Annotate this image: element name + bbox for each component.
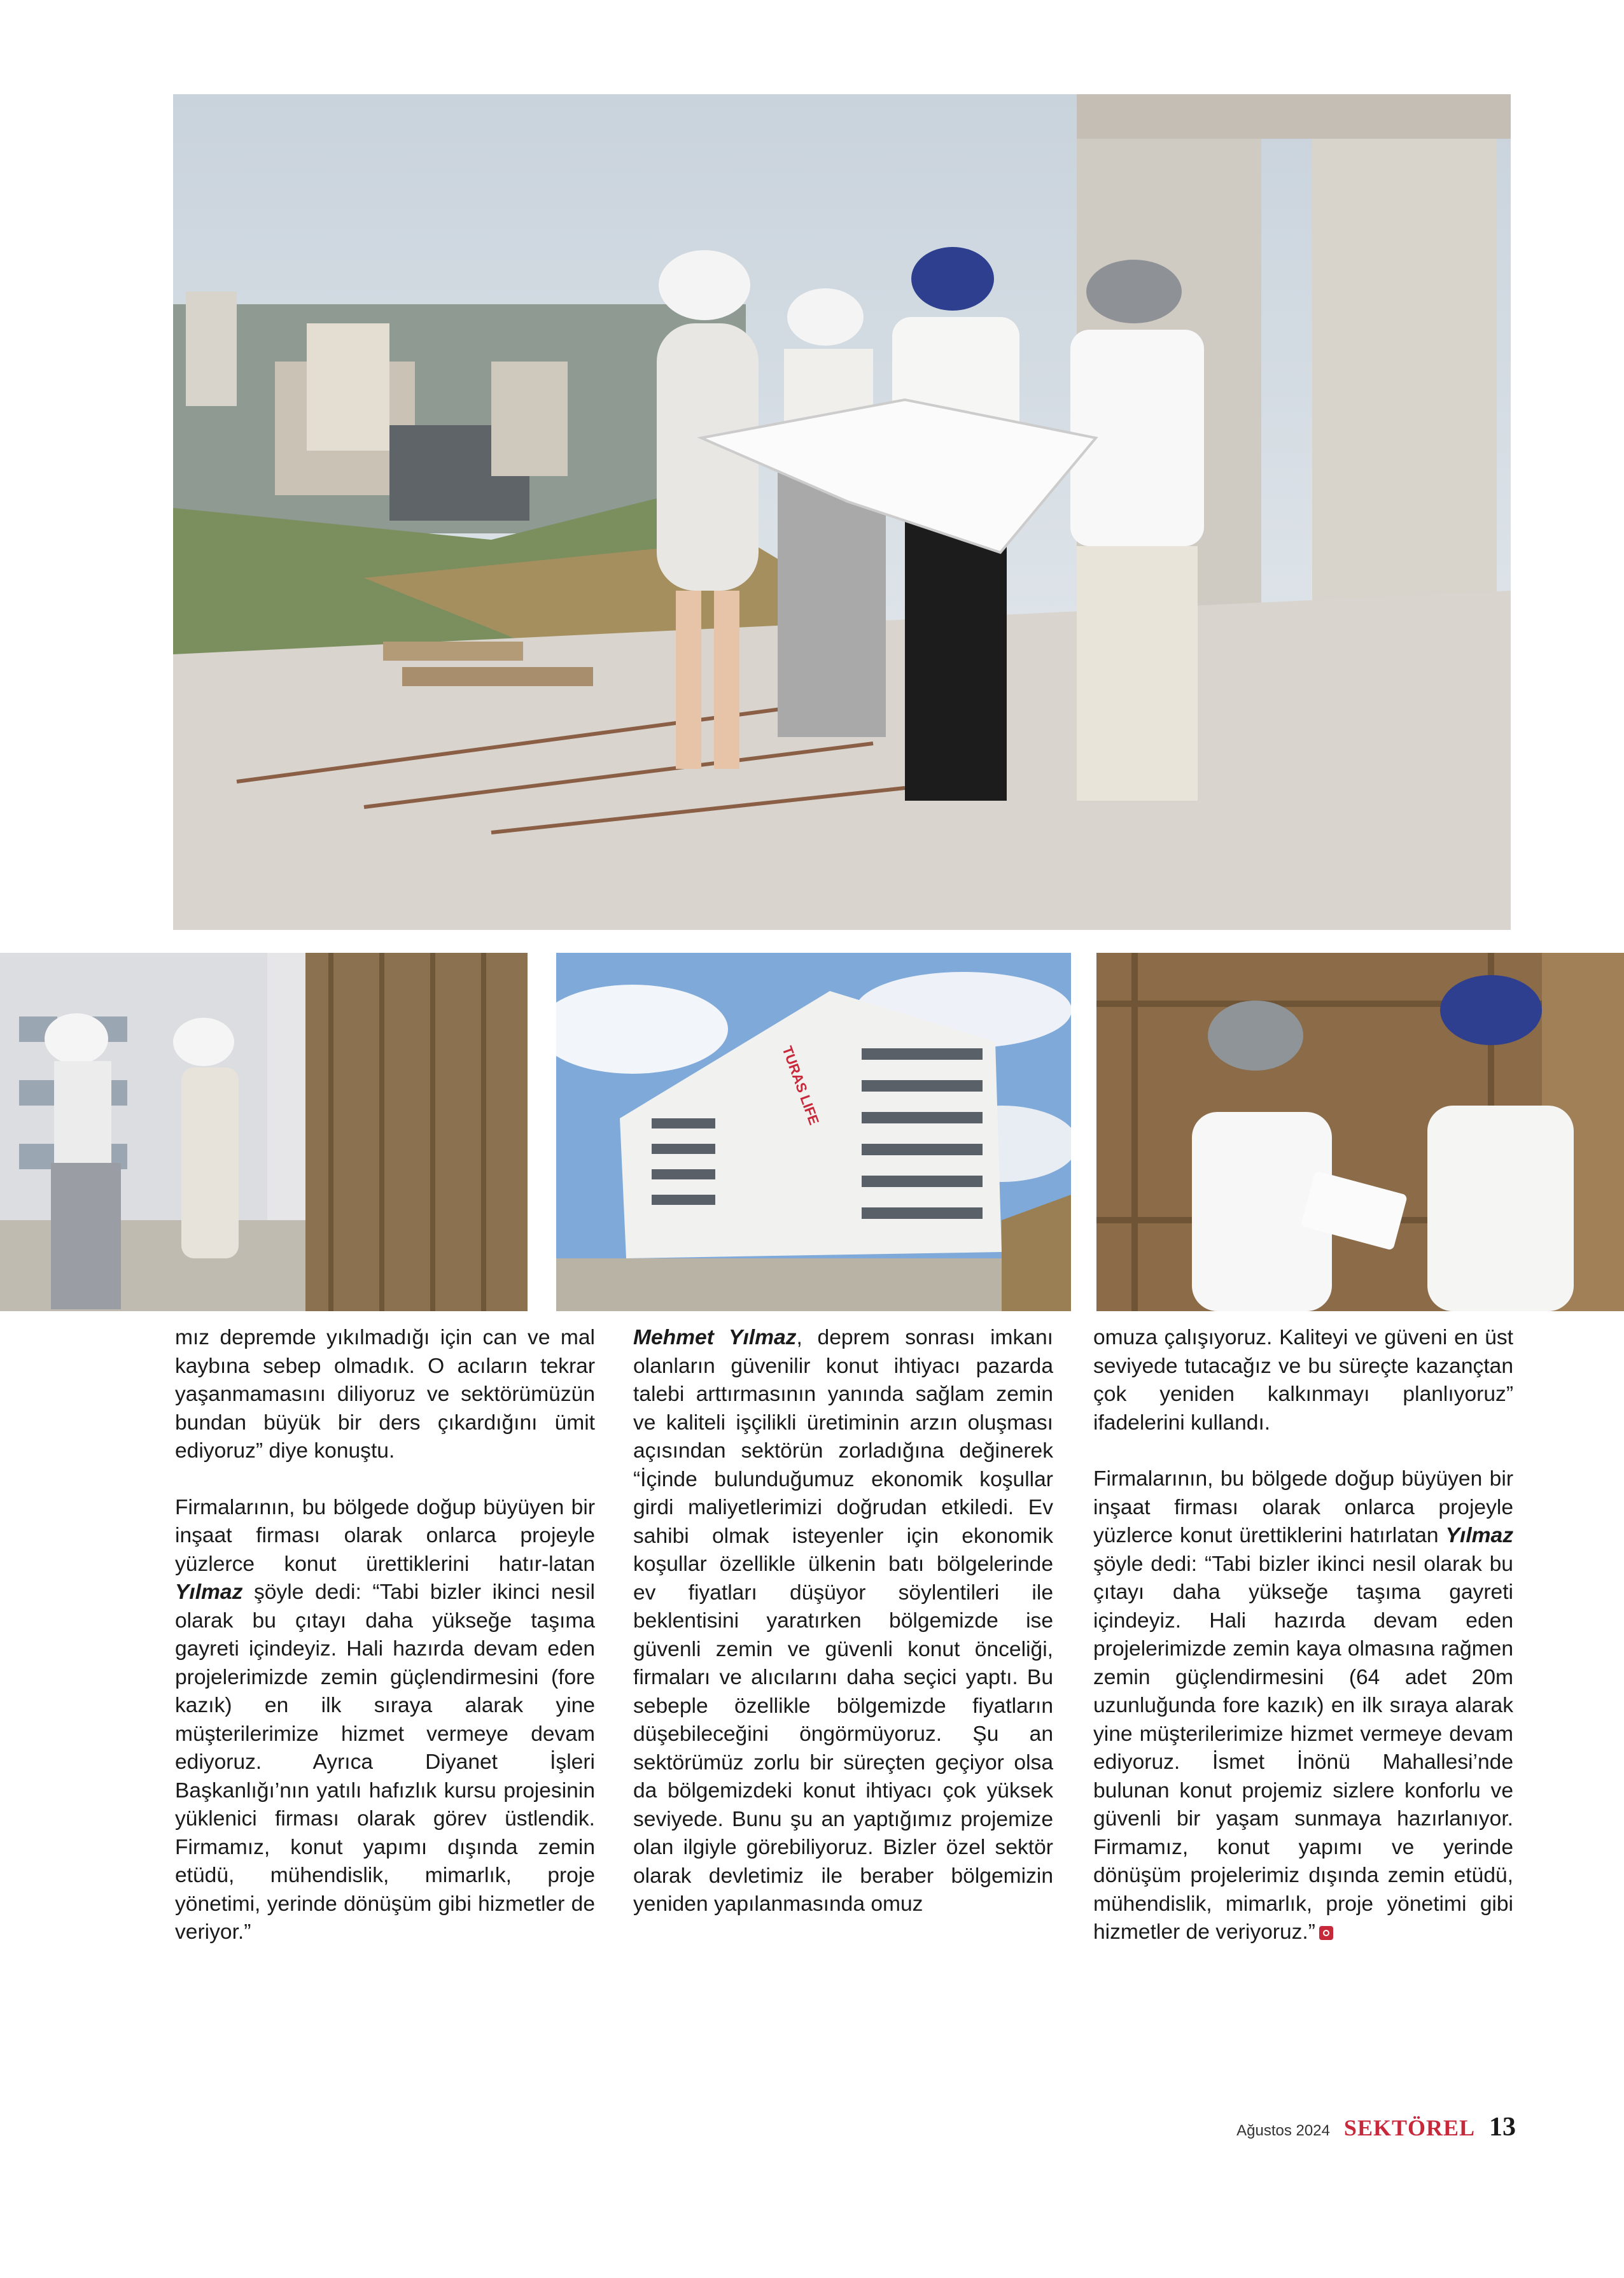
column3-paragraph-2 [1093, 1465, 1513, 1947]
column1-paragraph-1: mız depremde yıkılmadığı için can ve mal kaybına sebep olmadık. O acıların tekrar yaşanmamasını diliyoruz ve sektörümüzün bundan büyük bir ders çıkardığını ümit ediyoruz” diye konuştu. [175, 1326, 595, 1463]
article-column-3 [1093, 1324, 1513, 1975]
column1-p2-text-b: şöyle dedi: “Tabi bizler ikinci nesil olarak bu çıtayı daha yükseğe taşıma gayreti içindeyiz. Hali hazırda devam eden projelerimizde zemin güçlendirmesini (fore kazık) en ilk sıraya alarak yine müşterilerimize hizmet vermeye devam ediyoruz. Ayrıca Diyanet İşleri Başkanlığı’nın yatılı hafızlık kursu projesinin yüklenici firması olarak görev üstlendik. Firmamız, konut yapımı dışında zemin etüdü, mühendislik, mimarlık, proje yönetimi, yerinde dönüşüm gibi hizmetler de veriyor.” [175, 1580, 595, 1944]
person-name: Yılmaz [1445, 1524, 1513, 1547]
page-footer [1236, 2112, 1516, 2142]
person-name: Mehmet Yılmaz [633, 1326, 797, 1349]
left-photo [0, 953, 528, 1311]
right-photo-illustration [1096, 953, 1624, 1311]
page-number: 13 [1489, 2113, 1516, 2142]
left-photo-illustration [0, 953, 528, 1311]
column3-paragraph-1: omuza çalışıyoruz. Kaliteyi ve güveni en üst seviyede tutacağız ve bu süreçte kazançtan çok yeniden kalkınmayı planlıyoruz” ifadelerini kullandı. [1093, 1326, 1513, 1435]
main-photo [173, 94, 1511, 930]
issue-date: Ağustos 2024 [1236, 2122, 1330, 2139]
middle-photo [556, 953, 1071, 1311]
article-column-1 [175, 1324, 595, 1975]
column3-p2-text-a: Firmalarının, bu bölgede doğup büyüyen bir inşaat firması olarak onlarca projeyle yüzlerce konut ürettiklerini hatırlatan [1093, 1467, 1513, 1547]
middle-photo-illustration [556, 953, 1071, 1311]
building-sign: TURAS LIFE [779, 1044, 823, 1127]
column2-p1-text: , deprem sonrası imkanı olanların güvenilir konut ihtiyacı pazarda talebi arttırmasının yanında sağlam zemin ve kaliteli işçilikli üretiminin arzın oluşması açısından sektörün zorladığına değinerek “İçinde bulunduğumuz ekonomik koşullar girdi maliyetlerimizi doğrudan etkiledi. Ev sahibi olmak isteyenler için ekonomik koşullar özellikle ülkenin batı bölgelerinde ev fiyatları düşüyor söylentileri ile beklentisini yaratırken bölgemizde ise güvenli zemin ve güvenli konut önceliği, firmaları ve alıcılarını daha seçici yaptı. Bu sebeple özellikle bölgemizde fiyatların düşebileceğini öngörmüyoruz. Şu an sektörümüz zorlu bir süreçten geçiyor olsa da bölgemizdeki konut ihtiyacı çok yüksek seviyede. Bunu şu an yaptığımız projemize olan ilgiyle görebiliyoruz. Bizler özel sektör olarak devletimiz ile beraber bölgemizin yeniden yapılanmasında omuz [633, 1326, 1053, 1916]
right-photo [1096, 953, 1624, 1311]
main-photo-illustration [173, 94, 1511, 930]
column2-paragraph-1 [633, 1324, 1053, 1919]
person-name: Yılmaz [175, 1580, 243, 1604]
article-end-icon [1319, 1926, 1333, 1940]
magazine-name: SEKTÖREL [1343, 2115, 1475, 2141]
column1-paragraph-2 [175, 1494, 595, 1947]
article-column-2 [633, 1324, 1053, 1947]
column1-p2-text-a: Firmalarının, bu bölgede doğup büyüyen bir inşaat firması olarak onlarca projeyle yüzlerce konut ürettiklerini hatır-latan [175, 1495, 595, 1576]
column3-p2-text-b: şöyle dedi: “Tabi bizler ikinci nesil olarak bu çıtayı daha yükseğe taşıma gayreti içindeyiz. Hali hazırda devam eden projelerimizde zemin kaya olmasına rağmen zemin güçlendirmesini (64 adet 20m uzunluğunda fore kazık) en ilk sıraya alarak yine müşterilerimize hizmet vermeye devam ediyoruz. İsmet İnönü Mahallesi’nde bulunan konut projemiz sizlere konforlu ve güvenli bir yaşam sunmaya hazırlanıyor. Firmamız, konut yapımı ve yerinde dönüşüm projelerimiz dışında zemin etüdü, mühendislik, mimarlık, proje yönetimi gibi hizmetler de veriyoruz.” [1093, 1552, 1513, 1944]
